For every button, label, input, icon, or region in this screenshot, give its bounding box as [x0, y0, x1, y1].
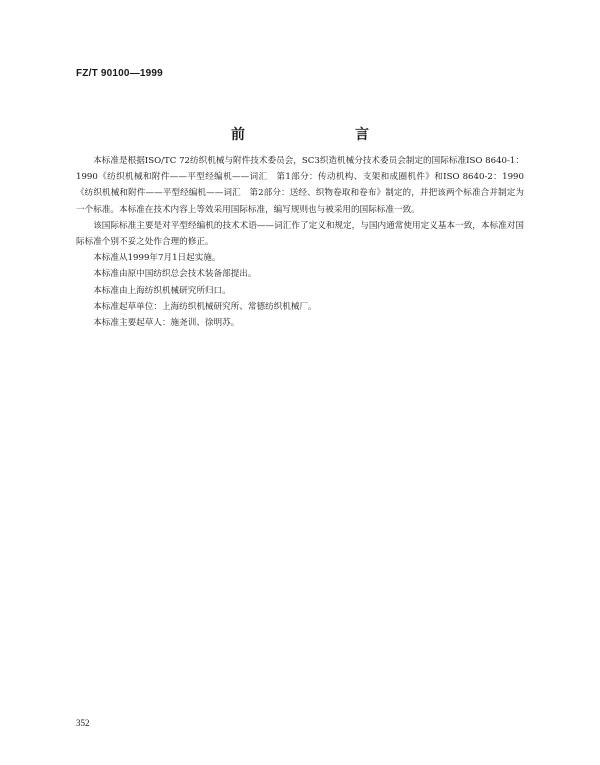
paragraph-drafters: 本标准主要起草人：施尧训、徐明苏。	[93, 318, 240, 329]
page-title: 前 言	[231, 127, 417, 143]
standard-code: FZ/T 90100—1999	[76, 68, 163, 79]
paragraph-effective-date: 本标准从1999年7月1日起实施。	[93, 253, 221, 264]
page-number: 352	[76, 718, 90, 728]
paragraph-administrator: 本标准由上海纺织机械研究所归口。	[93, 285, 231, 296]
paragraph-basis: 本标准是根据ISO/TC 72纺织机械与附件技术委员会，SC3织造机械分技术委员会制定的国际标准ISO 8640-1：1990《纺织机械和附件——平型经编机——词汇 第1部分：传动机构、支架和成圈机件》和ISO 8640-2：1990《纺织机械和附件——平型经编机——词汇 第2部分：送经、织物卷取和卷布》制定的，并把该两个标准合并制定为一个标准。本标准在技术内容上等效采用国际标准，编写规则也与被采用的国际标准一致。	[76, 156, 524, 215]
paragraph-scope: 该国际标准主要是对平型经编机的技术术语——词汇作了定义和规定，与国内通常使用定义基本一致，本标准对国际标准个别不妥之处作合理的修正。	[76, 220, 524, 248]
foreword-body	[76, 153, 524, 331]
paragraph-proposer: 本标准由原中国纺织总会技术装备部提出。	[93, 269, 257, 280]
paragraph-drafting-units: 本标准起草单位：上海纺织机械研究所、常德纺织机械厂。	[93, 301, 317, 312]
